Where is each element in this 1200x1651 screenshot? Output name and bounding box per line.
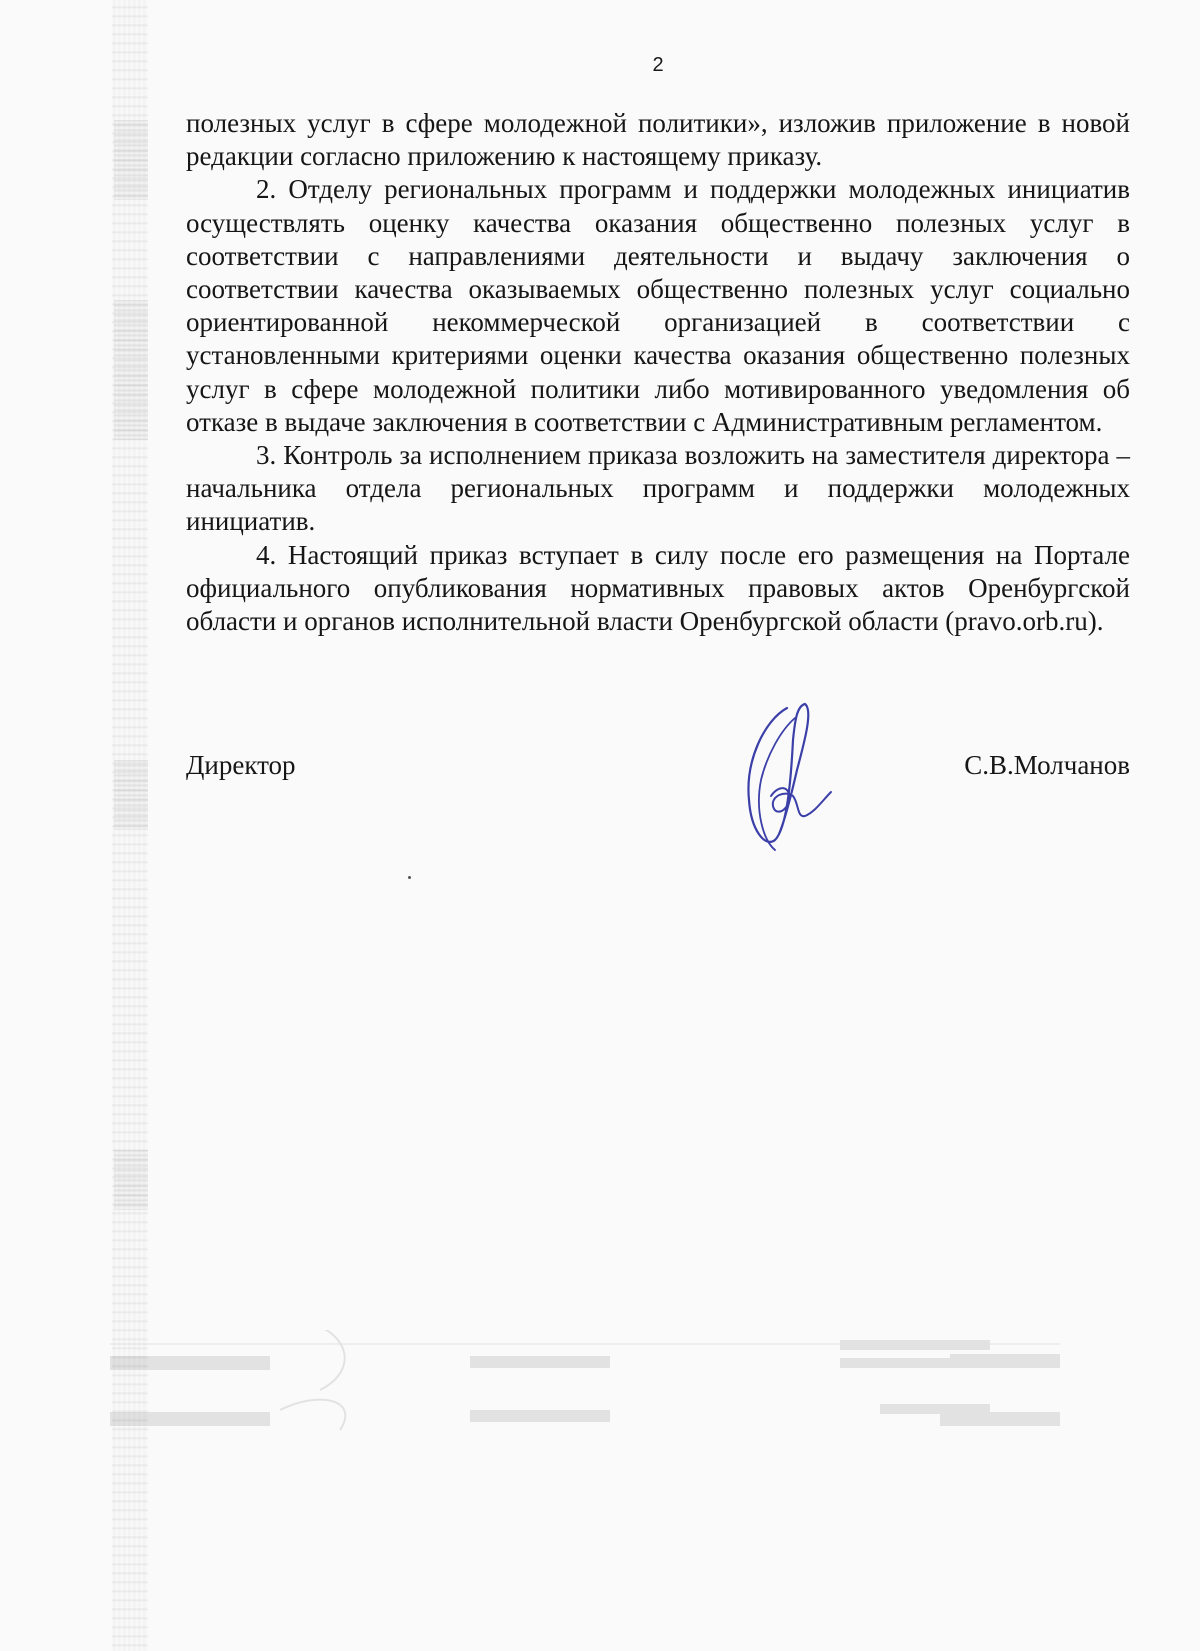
signatory-name: С.В.Молчанов [964, 750, 1130, 780]
paragraph-3: 3. Контроль за исполнением приказа возложить на заместителя директора – начальника отдела региональных программ и поддержки молодежных инициатив. [186, 440, 1130, 537]
scan-blot [114, 300, 148, 440]
page-number: 2 [652, 54, 664, 76]
document-body [186, 107, 1130, 638]
faint-approval-stamp-bleed [0, 1330, 1200, 1500]
scan-blot [114, 760, 148, 830]
signatory-position: Директор [186, 750, 296, 780]
paragraph-continuation: полезных услуг в сфере молодежной политики», изложив приложение в новой редакции согласно приложению к настоящему приказу. [186, 108, 1130, 172]
signature-block [186, 750, 1130, 790]
scan-blot [114, 120, 148, 200]
handwritten-signature [735, 700, 845, 860]
paragraph-2: 2. Отделу региональных программ и поддержки молодежных инициатив осуществлять оценку качества оказания общественно полезных услуг в соответствии с направлениями деятельности и выдачу заключения о соответствии качества оказываемых общественно полезных услуг социально ориентированной некоммерческой организацией в соответствии с установленными критериями оценки качества оказания общественно полезных услуг в сфере молодежной политики либо мотивированного уведомления об отказе в выдаче заключения в соответствии с Административным регламентом. [186, 174, 1130, 437]
scan-speck [408, 876, 411, 879]
paragraph-4: 4. Настоящий приказ вступает в силу после его размещения на Портале официального опубликования нормативных правовых актов Оренбургской области и органов исполнительной власти Оренбургской области (pravo.orb.ru). [186, 539, 1130, 637]
scan-blot [114, 1150, 148, 1210]
